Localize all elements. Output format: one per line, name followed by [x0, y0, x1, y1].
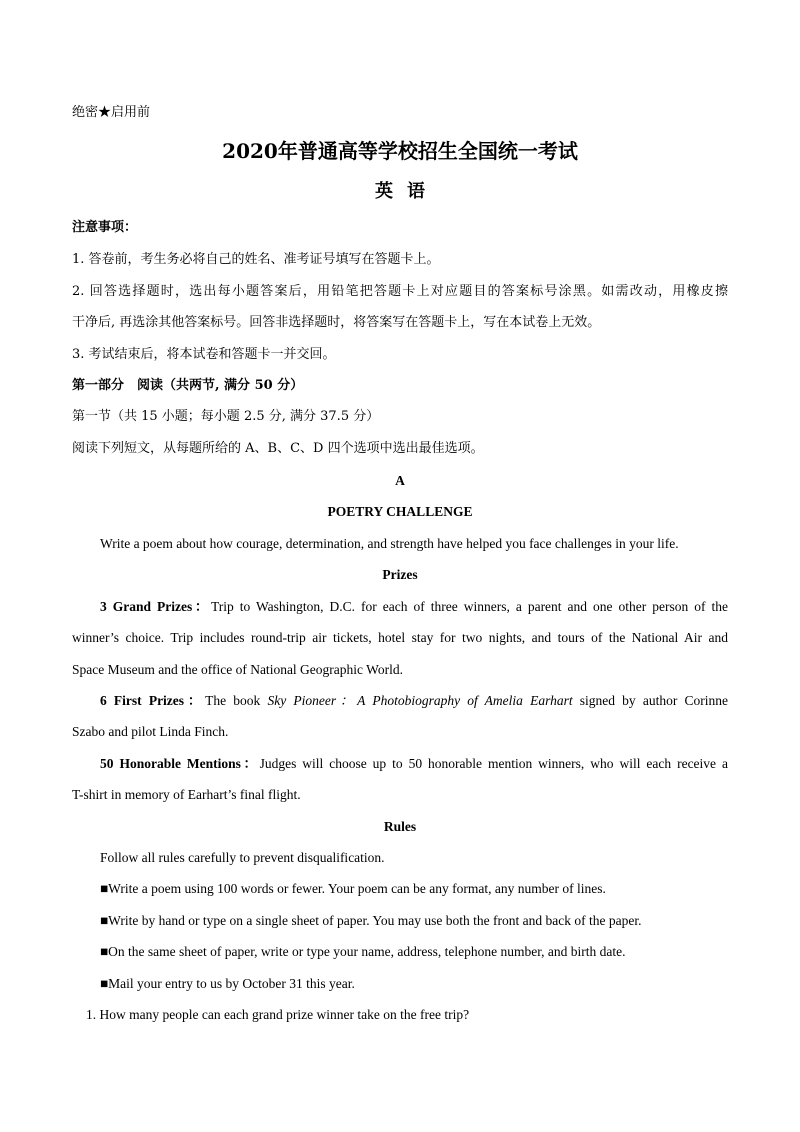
grand-prize-line-2: winner’s choice. Trip includes round-trip air tickets, hotel stay for two nights, and tours of the National Air and [72, 630, 728, 645]
honorable-label: 50 Honorable Mentions： [100, 756, 260, 771]
notes-item-3: 3. 考试结束后，将本试卷和答题卡一并交回。 [72, 347, 336, 362]
honorable-text: Judges will choose up to 50 honorable mention winners, who will each receive a [259, 756, 728, 771]
grand-prize-label: 3 Grand Prizes： [100, 599, 211, 614]
notes-item-2-line-1: 2. 回答选择题时，选出每小题答案后，用铅笔把答题卡上对应题目的答案标号涂黑。如需改动，用橡皮擦 [72, 284, 728, 299]
question-1: 1. How many people can each grand prize winner take on the free trip? [86, 1007, 470, 1022]
first-prize-line-2: Szabo and pilot Linda Finch. [72, 724, 229, 739]
passage-title: POETRY CHALLENGE [327, 504, 473, 519]
passage-intro: Write a poem about how courage, determination, and strength have helped you face challenges in your life. [100, 536, 679, 551]
notes-heading: 注意事项： [72, 220, 138, 235]
rule-item: ■On the same sheet of paper, write or type your name, address, telephone number, and birth date. [100, 944, 626, 959]
part1-heading: 第一部分 阅读（共两节, 满分 50 分） [72, 378, 304, 393]
rule-item: ■Write a poem using 100 words or fewer. Your poem can be any format, any number of lines. [100, 881, 606, 896]
grand-prize-text: Trip to Washington, D.C. for each of three winners, a parent and one other person of the [210, 599, 728, 614]
passage-label: A [395, 473, 405, 488]
section1-heading: 第一节（共 15 小题；每小题 2.5 分, 满分 37.5 分） [72, 409, 380, 424]
rule-item: ■Mail your entry to us by October 31 this year. [100, 976, 355, 991]
rules-intro: Follow all rules carefully to prevent disqualification. [100, 850, 385, 865]
first-prize-label: 6 First Prizes： [100, 693, 206, 708]
notes-item-1: 1. 答卷前，考生务必将自己的姓名、准考证号填写在答题卡上。 [72, 252, 440, 267]
grand-prize-line-3: Space Museum and the office of National Geographic World. [72, 662, 403, 677]
first-prize-post: signed by author Corinne [572, 693, 728, 708]
book-title: Sky Pioneer：A Photobiography of Amelia Earhart [267, 693, 573, 708]
notes-item-2-line-2: 干净后, 再选涂其他答案标号。回答非选择题时，将答案写在答题卡上，写在本试卷上无效。 [72, 315, 601, 330]
honorable-line-2: T-shirt in memory of Earhart’s final flight. [72, 787, 301, 802]
rule-item: ■Write by hand or type on a single sheet of paper. You may use both the front and back of the paper. [100, 913, 642, 928]
grand-prize-line-1 [72, 597, 728, 617]
subject-title: 英语 [375, 181, 439, 202]
confidential-mark: 绝密★启用前 [72, 105, 151, 120]
reading-instruction: 阅读下列短文，从每题所给的 A、B、C、D 四个选项中选出最佳选项。 [72, 441, 484, 456]
rules-heading: Rules [383, 819, 417, 834]
prizes-heading: Prizes [382, 567, 418, 582]
exam-title: 2020年普通高等学校招生全国统一考试 [222, 139, 578, 163]
first-prize-pre: The book [205, 693, 268, 708]
honorable-line-1 [72, 754, 728, 774]
first-prize-line-1 [72, 691, 728, 711]
